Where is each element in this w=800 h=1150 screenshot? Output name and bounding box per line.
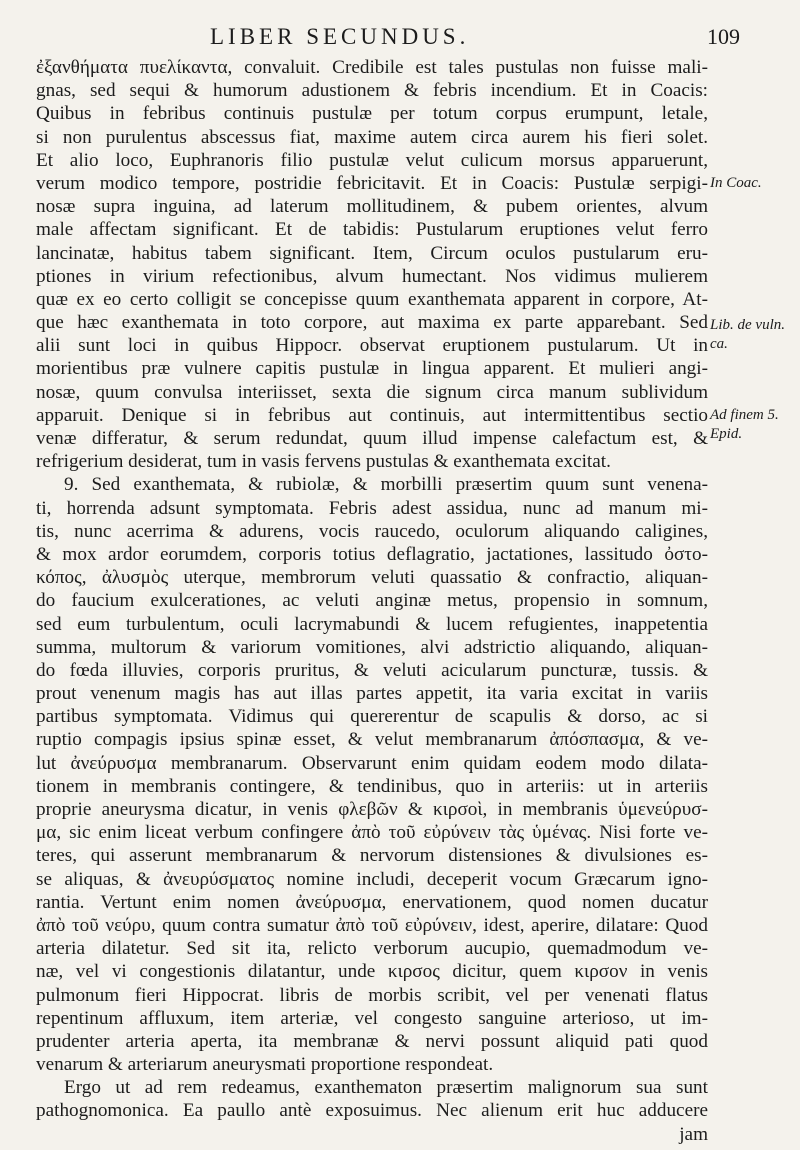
text-line: do faucium exulcerationes, ac veluti anginæ metus, propensio in somnum, (36, 590, 708, 612)
text-line: Et alio loco, Euphranoris filio pustulæ velut culicum morsus apparuerunt, (36, 149, 708, 171)
text-body (36, 56, 708, 1146)
text-line: pathognomonica. Ea paullo antè exposuimus. Nec alienum erit huc adducere (36, 1100, 708, 1122)
text-line: ἐξανθήματα πυελίκαντα, convaluit. Credibile est tales pustulas non fuisse mali- (36, 57, 708, 78)
text-line: venarum & arteriarum aneurysmati proportione respondeat. (36, 1054, 494, 1076)
text-line: alii sunt loci in quibus Hippocr. observat eruptionem pustularum. Ut in (36, 335, 708, 357)
text-line: se aliquas, & ἀνευρύσματος nomine includi, deceperit vocum Græcarum igno- (36, 868, 708, 890)
text-line: partibus symptomata. Vidimus qui quererentur de scapulis & dorso, ac si (36, 706, 708, 728)
margin-note: Ad finem 5. Epid. (710, 407, 779, 442)
text-line: venæ differatur, & serum redundat, quum illud impense calefactum est, & (36, 428, 708, 449)
text-line: rantia. Vertunt enim nomen ἀνεύρυσμα, enervationem, quod nomen ducatur (36, 891, 708, 913)
text-line: κόπος, ἀλυσμὸς uterque, membrorum veluti quassatio & confractio, aliquan- (36, 567, 708, 589)
running-title: LIBER SECUNDUS. (210, 24, 470, 49)
text-line: verum modico tempore, postridie febricitavit. Et in Coacis: Pustulæ serpigi- (36, 172, 708, 194)
text-line: repentinum affluxum, item arteriæ, vel congesto sanguine arterioso, ut im- (36, 1007, 708, 1029)
text-line: arteria dilatetur. Sed sit ita, relicto verborum aucupio, quemadmodum ve- (36, 938, 708, 960)
page-number: 109 (707, 24, 740, 49)
text-line: refrigerium desiderat, tum in vasis fervens pustulas & exanthemata excitat. (36, 451, 611, 473)
text-line: si non purulentus abscessus fiat, maxime autem circa aurem his fieri solet. (36, 126, 708, 148)
text-line: male affectam significant. Et de tabidis: Pustularum eruptiones velut ferro (36, 219, 708, 241)
text-line: gnas, sed sequi & humorum adustionem & febris incendium. Et in Coacis: (36, 80, 708, 102)
text-line: tionem in membranis contingere, & tendinibus, quo in arteriis: ut in arteriis (36, 775, 708, 797)
text-line: do fœda illuvies, corporis pruritus, & veluti acicularum puncturæ, tussis. & (36, 659, 708, 681)
text-line: ruptio compagis ipsius spinæ esset, & velut membranarum ἀπόσπασμα, & ve- (36, 729, 708, 751)
text-line: summa, multorum & variorum vomitiones, alvi adstrictio aliquando, aliquan- (36, 636, 708, 658)
text-line: lancinatæ, habitus tabem significant. Item, Circum oculos pustularum eru- (36, 242, 708, 264)
text-line: que hæc exanthemata in toto corpore, aut maxima ex parte apparebant. Sed (36, 312, 708, 334)
catchword: jam (679, 1123, 708, 1145)
text-line: & mox ardor eorumdem, corporis totius deflagratio, jactationes, lassitudo ὀστο- (36, 543, 708, 565)
text-line: prudenter arteria aperta, ita membranæ & nervi possunt aliquid pati quod (36, 1030, 708, 1052)
text-line: 9. Sed exanthemata, & rubiolæ, & morbilli præsertim quum sunt venena- (64, 474, 708, 496)
text-line: quæ ex eo certo colligit se concepisse quum exanthemata apparent in corpore, At- (36, 288, 708, 310)
margin-note: Lib. de vuln. ca. (710, 317, 785, 352)
text-line: ptiones in virium refectionibus, alvum humectant. Nos vidimus mulierem (36, 265, 708, 287)
text-line: apparuit. Denique si in febribus aut continuis, aut intermittentibus sectio (36, 404, 708, 426)
text-line: teres, qui asserunt membranarum & nervorum distensiones & divulsiones es- (36, 845, 708, 867)
text-line: proprie aneurysma dicatur, in venis φλεβῶν & κιρσοὶ, in membranis ὑμενεύρυσ- (36, 799, 708, 820)
text-line: ἀπὸ τοῦ νεύρυ, quum contra sumatur ἀπὸ τοῦ εὐρύνειν, idest, aperire, dilatare: Quod (36, 914, 708, 936)
text-line: næ, vel vi congestionis dilatantur, unde κιρσος dicitur, quem κιρσον in venis (36, 961, 708, 983)
text-line: μα, sic enim liceat verbum confingere ἀπὸ τοῦ εὐρύνειν τὰς ὑμένας. Nisi forte ve- (36, 822, 708, 844)
text-line: nosæ supra inguina, ad laterum mollitudinem, & pubem orientes, alvum (36, 196, 708, 218)
text-line: ti, horrenda adsunt symptomata. Febris adest assidua, nunc ad manum mi- (36, 497, 708, 519)
text-line: prout venenum magis has aut illas partes appetit, ita varia excitat in variis (36, 683, 708, 705)
text-line: lut ἀνεύρυσμα membranarum. Observarunt enim quidam eodem modo dilata- (36, 752, 708, 774)
running-header (160, 20, 740, 54)
text-line: Quibus in febribus continuis pustulæ per totum corpus erumpunt, letale, (36, 103, 708, 125)
text-line: pulmonum fieri Hippocrat. libris de morbis scribit, vel per venenati flatus (36, 984, 708, 1006)
margin-note: In Coac. (710, 175, 762, 191)
text-line: nosæ, quum convulsa interiisset, sexta die signum circa manum sublividum (36, 381, 708, 403)
text-line: sed eum turbulentum, oculi lacrymabundi & lucem refugientes, inappetentia (36, 613, 708, 635)
text-line: Ergo ut ad rem redeamus, exanthematon præsertim malignorum sua sunt (64, 1077, 708, 1099)
text-line: tis, nunc acerrima & adurens, vocis raucedo, oculorum aliquando caligines, (36, 520, 708, 542)
text-line: morientibus præ vulnere capitis pustulæ in lingua apparent. Et mulieri angi- (36, 358, 708, 380)
